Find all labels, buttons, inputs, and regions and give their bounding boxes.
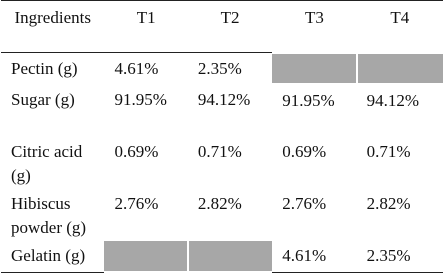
row-label-hibiscus: Hibiscus powder (g) <box>11 193 87 237</box>
cell-citric-t3: 0.69% <box>282 141 327 161</box>
header-row <box>1 1 443 53</box>
shaded-cell-gelatin-t1 <box>104 240 187 273</box>
shaded-cell-gelatin-t2 <box>188 240 272 273</box>
cell-sugar-t1: 91.95% <box>114 89 167 109</box>
table-row <box>1 84 443 136</box>
header-ingredients: Ingredients <box>14 8 91 27</box>
table-row <box>1 240 443 273</box>
header-t1: T1 <box>136 8 156 27</box>
table-row <box>1 136 443 188</box>
cell-sugar-t3: 91.95% <box>282 90 335 110</box>
table-row <box>1 53 443 84</box>
table-body <box>1 53 443 273</box>
header-t4: T4 <box>390 8 410 27</box>
cell-pectin-t1: 4.61% <box>114 59 159 78</box>
cell-hibiscus-t1: 2.76% <box>114 193 159 213</box>
cell-gelatin-t3: 4.61% <box>282 245 327 265</box>
ingredients-table <box>1 0 443 274</box>
shaded-cell-pectin-t4 <box>357 53 443 84</box>
cell-citric-t2: 0.71% <box>197 141 242 161</box>
cell-hibiscus-t2: 2.82% <box>197 193 242 213</box>
table-header <box>1 1 443 53</box>
row-label-pectin: Pectin (g) <box>11 59 78 78</box>
cell-hibiscus-t3: 2.76% <box>282 193 327 213</box>
header-t2: T2 <box>220 8 240 27</box>
cell-gelatin-t4: 2.35% <box>366 245 411 265</box>
row-label-citric-acid: Citric acid (g) <box>11 141 83 185</box>
table-row <box>1 188 443 240</box>
row-label-gelatin: Gelatin (g) <box>11 245 86 265</box>
cell-citric-t4: 0.71% <box>366 141 411 161</box>
cell-citric-t1: 0.69% <box>114 141 159 161</box>
header-t3: T3 <box>304 8 324 27</box>
cell-pectin-t2: 2.35% <box>197 59 242 78</box>
row-label-sugar: Sugar (g) <box>11 89 75 109</box>
cell-sugar-t4: 94.12% <box>366 90 419 110</box>
cell-sugar-t2: 94.12% <box>197 89 251 109</box>
shaded-cell-pectin-t3 <box>272 53 356 84</box>
cell-hibiscus-t4: 2.82% <box>366 193 411 213</box>
